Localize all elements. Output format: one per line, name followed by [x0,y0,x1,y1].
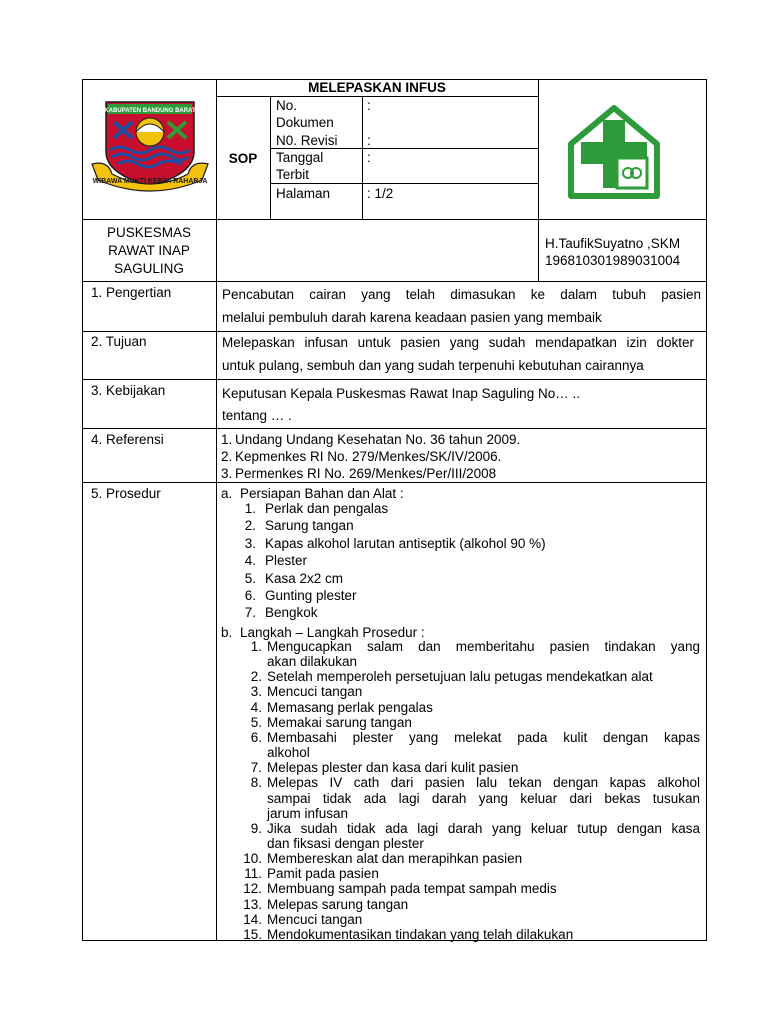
crest-banner-text: WIBAWA MUKTI KERTA RAHARJA [92,178,208,185]
head-name: H.TaufikSuyatno ,SKM [545,236,681,251]
kabupaten-crest-logo [88,94,212,198]
persiapan-item: Kasa 2x2 cm [265,570,344,586]
langkah-item-line: Membasahi plester yang melekat pada kulit dengan kapas [267,729,700,745]
field-value-halaman: : 1/2 [367,186,394,201]
langkah-item-line: Mengucapkan salam dan memberitahu pasien tindakan yang [267,639,700,654]
langkah-item-num: 8. [250,775,262,791]
prosedur-b-num: b. [221,625,233,640]
persiapan-item-num: 3. [244,535,256,551]
org-name-line-3: SAGULING [114,261,184,276]
langkah-item-line: Melepas plester dan kasa dari kulit pasien [267,760,519,776]
langkah-item-num: 5. [250,714,262,730]
rule-org-bottom [82,281,707,282]
rule-row-3 [82,428,707,429]
kebijakan-line-1: Keputusan Kepala Puskesmas Rawat Inap Saguling No… .. [222,386,580,401]
pengertian-text [222,283,701,329]
langkah-item-num: 7. [250,760,262,776]
field-label-halaman: Halaman [276,186,331,201]
tujuan-line-2: untuk pulang, sembuh dan yang sudah terpenuhi kebutuhan cairannya [222,358,644,373]
ref-num-3: 3. [221,466,233,481]
field-label-no-revisi: N0. Revisi [276,133,338,148]
field-value-no-revisi: : [367,133,371,148]
rule-header-bottom [82,219,707,220]
persiapan-item-num: 1. [244,501,256,516]
org-name-line-1: PUSKESMAS [106,225,192,240]
rule-col-colon [362,96,363,219]
persiapan-item: Kapas alkohol larutan antiseptik (alkohol 90 %) [265,535,546,551]
prosedur-b-title: Langkah – Langkah Prosedur : [240,625,425,640]
langkah-item-line: Memasang perlak pengalas [267,699,433,715]
label-prosedur: 5. Prosedur [91,486,161,501]
label-referensi: 4. Referensi [91,432,164,447]
langkah-item-line: Pamit pada pasien [267,866,379,882]
langkah-item-num: 2. [250,669,262,685]
ref-text-1: Undang Undang Kesehatan No. 36 tahun 2009. [235,432,521,447]
persiapan-item: Sarung tangan [265,518,354,534]
langkah-item-num: 11. [244,866,262,882]
puskesmas-logo [567,104,661,200]
kebijakan-line-2: tentang … . [222,408,292,423]
rule-field-2 [270,183,538,184]
langkah-item-num: 14. [243,911,262,927]
persiapan-item: Bengkok [265,605,318,621]
rule-row-4 [82,482,707,483]
langkah-item-num: 12. [243,881,262,897]
pengertian-line-2: melalui pembuluh darah karena keadaan pasien yang membaik [222,310,602,325]
pengertian-line-1: Pencabutan cairan yang telah dimasukan ke dalam tubuh pasien [222,287,701,302]
persiapan-item: Gunting plester [265,588,357,603]
ref-num-2: 2. [221,449,233,464]
rule-col-left [216,79,217,941]
persiapan-item-num: 4. [244,553,256,569]
label-pengertian: 1. Pengertian [91,285,172,300]
persiapan-item-num: 5. [244,570,256,586]
langkah-item-num: 4. [250,699,262,715]
sop-document [82,79,707,941]
langkah-item-line: Mencuci tangan [267,684,363,700]
persiapan-item-num: 7. [244,605,256,621]
langkah-item-line: alkohol [267,745,310,761]
sop-label: SOP [228,151,258,166]
field-label-tanggal-terbit-2: Terbit [276,167,310,182]
langkah-item-line: Memakai sarung tangan [267,714,412,730]
langkah-item-line: jarum infusan [267,805,349,821]
langkah-item-line: Mendokumentasikan tindakan yang telah dilakukan [267,926,574,942]
crest-top-text: KABUPATEN BANDUNG BARAT [104,108,196,114]
langkah-item-num: 1. [250,639,262,654]
langkah-item-line: Mencuci tangan [267,911,363,927]
ref-text-2: Kepmenkes RI No. 279/Menkes/SK/IV/2006. [235,449,502,464]
persiapan-item-num: 6. [244,588,256,603]
rule-title [216,96,538,97]
langkah-item-line: Melepas IV cath dari pasien lalu tekan dengan kapas alkohol [267,775,700,791]
langkah-item-num: 13. [243,896,262,912]
prosedur-a-title: Persiapan Bahan dan Alat : [240,486,404,501]
langkah-item-line: dan fiksasi dengan plester [267,835,424,851]
langkah-item-num: 9. [250,820,262,836]
langkah-item-line: akan dilakukan [267,654,358,670]
langkah-item-line: Membuang sampah pada tempat sampah medis [267,881,557,897]
tujuan-line-1: Melepaskan infusan untuk pasien yang sudah mendapatkan izin dokter [222,335,694,350]
prosedur-a-num: a. [221,486,233,501]
ref-text-3: Permenkes RI No. 269/Menkes/Per/III/2008 [235,466,497,481]
tujuan-text [222,331,694,377]
rule-col-sop [270,96,271,219]
ref-num-1: 1. [221,432,233,447]
langkah-item-line: sampai tidak ada lagi darah yang keluar dari bekas tusukan [267,790,700,806]
field-label-no-dokumen: No. [276,98,298,113]
langkah-item-line: Melepas sarung tangan [267,896,409,912]
label-tujuan: 2. Tujuan [91,334,147,349]
langkah-item-num: 3. [250,684,262,700]
langkah-item-line: Membereskan alat dan merapihkan pasien [267,851,523,867]
rule-row-2 [82,379,707,380]
org-name-line-2: RAWAT INAP [108,243,190,258]
field-value-tanggal-terbit: : [367,150,371,165]
persiapan-item: Plester [265,553,308,569]
field-label-no-dokumen-2: Dokumen [276,115,334,130]
label-kebijakan: 3. Kebijakan [91,383,166,398]
langkah-item-num: 15. [243,926,262,942]
persiapan-item: Perlak dan pengalas [265,501,389,516]
langkah-item-line: Setelah memperoleh persetujuan lalu petugas mendekatkan alat [267,669,653,685]
langkah-item-line: Jika sudah tidak ada lagi darah yang keluar tutup dengan kasa [267,820,700,836]
langkah-item-num: 10. [243,851,262,867]
document-title: MELEPASKAN INFUS [308,80,446,95]
field-label-tanggal-terbit: Tanggal [276,150,324,165]
rule-col-right [538,79,539,281]
langkah-item-num: 6. [250,729,262,745]
persiapan-item-num: 2. [244,518,256,534]
head-nip: 196810301989031004 [545,253,681,268]
field-value-no-dokumen: : [367,98,371,113]
